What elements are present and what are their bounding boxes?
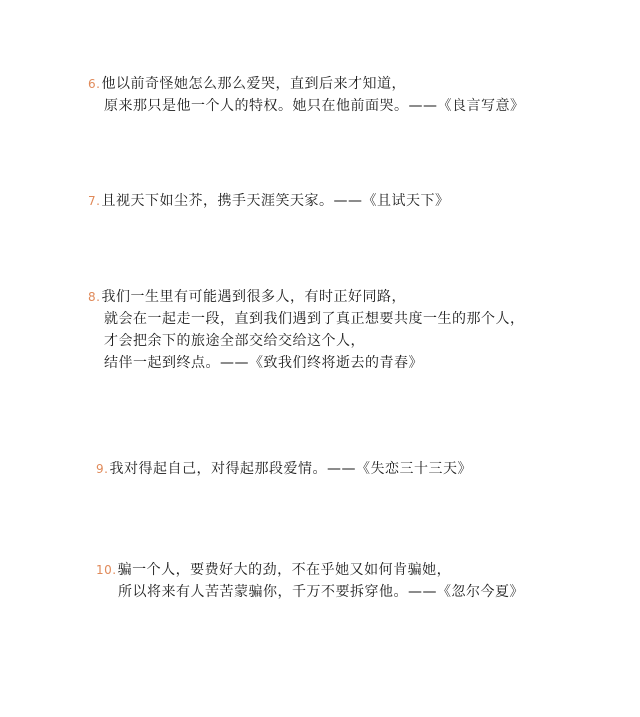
quote-text: 我们一生里有可能遇到很多人，有时正好同路， <box>101 289 406 305</box>
quote-text: 骗一个人，要费好大的劲，不在乎她又如何肯骗她， <box>117 562 452 578</box>
quote-line <box>96 458 472 480</box>
quote-number: 8. <box>88 290 101 304</box>
quote-10 <box>96 559 524 603</box>
quote-line: 才会把余下的旅途全部交给交给这个人， <box>104 333 365 349</box>
quote-line: 结伴一起到终点。——《致我们终将逝去的青春》 <box>104 355 423 371</box>
quote-line <box>88 190 449 212</box>
quote-text: 我对得起自己，对得起那段爱情。——《失恋三十三天》 <box>109 461 472 477</box>
quote-line: 原来那只是他一个人的特权。她只在他前面哭。——《良言写意》 <box>104 98 525 114</box>
quote-8 <box>88 286 525 374</box>
quote-text: 且视天下如尘芥，携手天涯笑天家。——《且试天下》 <box>101 193 450 209</box>
quote-line: 就会在一起走一段，直到我们遇到了真正想要共度一生的那个人， <box>104 311 525 327</box>
quote-line <box>96 559 524 581</box>
quote-9 <box>96 458 472 480</box>
quote-7 <box>88 190 449 212</box>
quote-text: 他以前奇怪她怎么那么爱哭，直到后来才知道， <box>101 76 406 92</box>
quote-number: 9. <box>96 462 109 476</box>
quote-line: 所以将来有人苦苦蒙骗你，千万不要拆穿他。——《忽尔今夏》 <box>118 584 524 600</box>
quote-line <box>88 286 525 308</box>
quote-6 <box>88 73 525 117</box>
quote-number: 10. <box>96 563 117 577</box>
quote-number: 7. <box>88 194 101 208</box>
quote-number: 6. <box>88 77 101 91</box>
quote-line <box>88 73 525 95</box>
